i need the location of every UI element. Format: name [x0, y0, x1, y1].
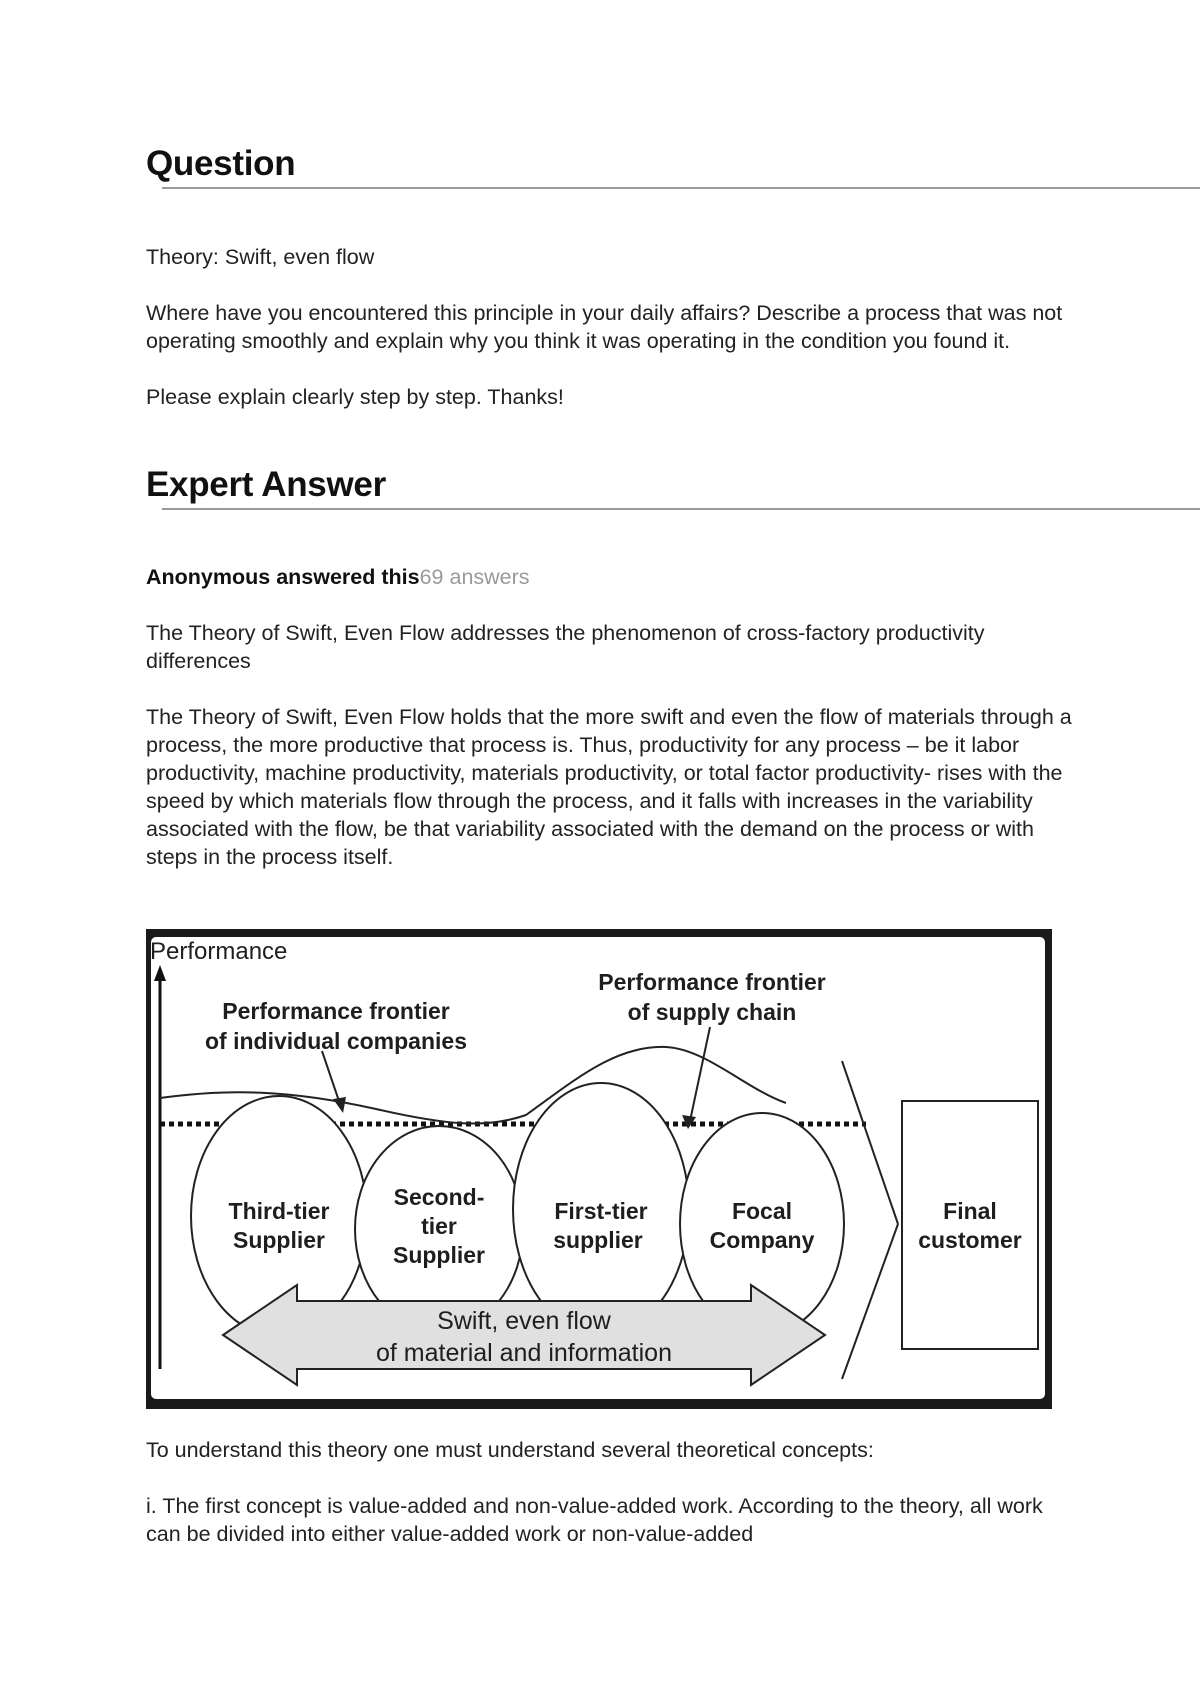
axis-label: Performance	[150, 938, 288, 965]
second-tier-line3: Supplier	[392, 1242, 486, 1268]
question-prompt: Where have you encountered this principle in your daily affairs? Describe a process that was not operating smoothly and explain why you think it was operating in the condition you found it.	[146, 301, 1063, 353]
answer-paragraph-2: The Theory of Swift, Even Flow holds that the more swift and even the flow of materials through a process, the more productive that process is. Thus, productivity for any process – be it labor productivity, machine productivity, materials productivity, or total factor productivity- rises with the speed by which materials flow through the process, and it falls with increases in the variability associated with the flow, be that variability associated with the demand on the process or with steps in the process itself.	[146, 705, 1072, 869]
second-tier-line2: tier	[421, 1213, 457, 1239]
focal-line2: Company	[709, 1227, 815, 1253]
final-line1: Final	[943, 1198, 997, 1224]
flow-line1: Swift, even flow	[437, 1307, 611, 1335]
first-tier-line1: First-tier	[554, 1198, 648, 1224]
question-heading: Question	[146, 144, 296, 183]
question-body	[146, 243, 1076, 411]
frontier-individual-line2: of individual companies	[205, 1028, 467, 1054]
question-divider	[162, 187, 1200, 189]
answer-divider	[162, 508, 1200, 510]
answer-body-top	[146, 619, 1076, 871]
answer-paragraph-3: To understand this theory one must understand several theoretical concepts:	[146, 1438, 874, 1462]
focal-line1: Focal	[731, 1198, 793, 1224]
first-tier-line2: supplier	[553, 1227, 643, 1253]
flow-arrow	[223, 1285, 825, 1385]
third-tier-line1: Third-tier	[228, 1198, 330, 1224]
answer-paragraph-1: The Theory of Swift, Even Flow addresses the phenomenon of cross-factory productivity differences	[146, 621, 985, 673]
supply-chain-figure	[146, 929, 1052, 1409]
third-tier-line2: Supplier	[232, 1227, 326, 1253]
answer-paragraph-4: i. The first concept is value-added and non-value-added work. According to the theory, all work can be divided into either value-added work or non-value-added	[146, 1494, 1043, 1546]
answer-meta	[146, 563, 1076, 591]
answer-body-bottom	[146, 1436, 1076, 1548]
frontier-chain-line1: Performance frontier	[598, 969, 826, 995]
final-line2: customer	[918, 1227, 1022, 1253]
frontier-chain-line2: of supply chain	[627, 999, 797, 1025]
answer-heading: Expert Answer	[146, 465, 386, 504]
second-tier-line1: Second-	[393, 1184, 485, 1210]
question-topic: Theory: Swift, even flow	[146, 245, 375, 269]
supply-chain-diagram	[146, 929, 1052, 1409]
answer-count[interactable]: 69 answers	[419, 565, 530, 589]
flow-line2: of material and information	[376, 1339, 672, 1367]
question-request: Please explain clearly step by step. Thanks!	[146, 385, 564, 409]
answer-author[interactable]: Anonymous answered this	[146, 565, 420, 589]
final-customer-box	[902, 1101, 1038, 1349]
frontier-individual-line1: Performance frontier	[222, 998, 450, 1024]
